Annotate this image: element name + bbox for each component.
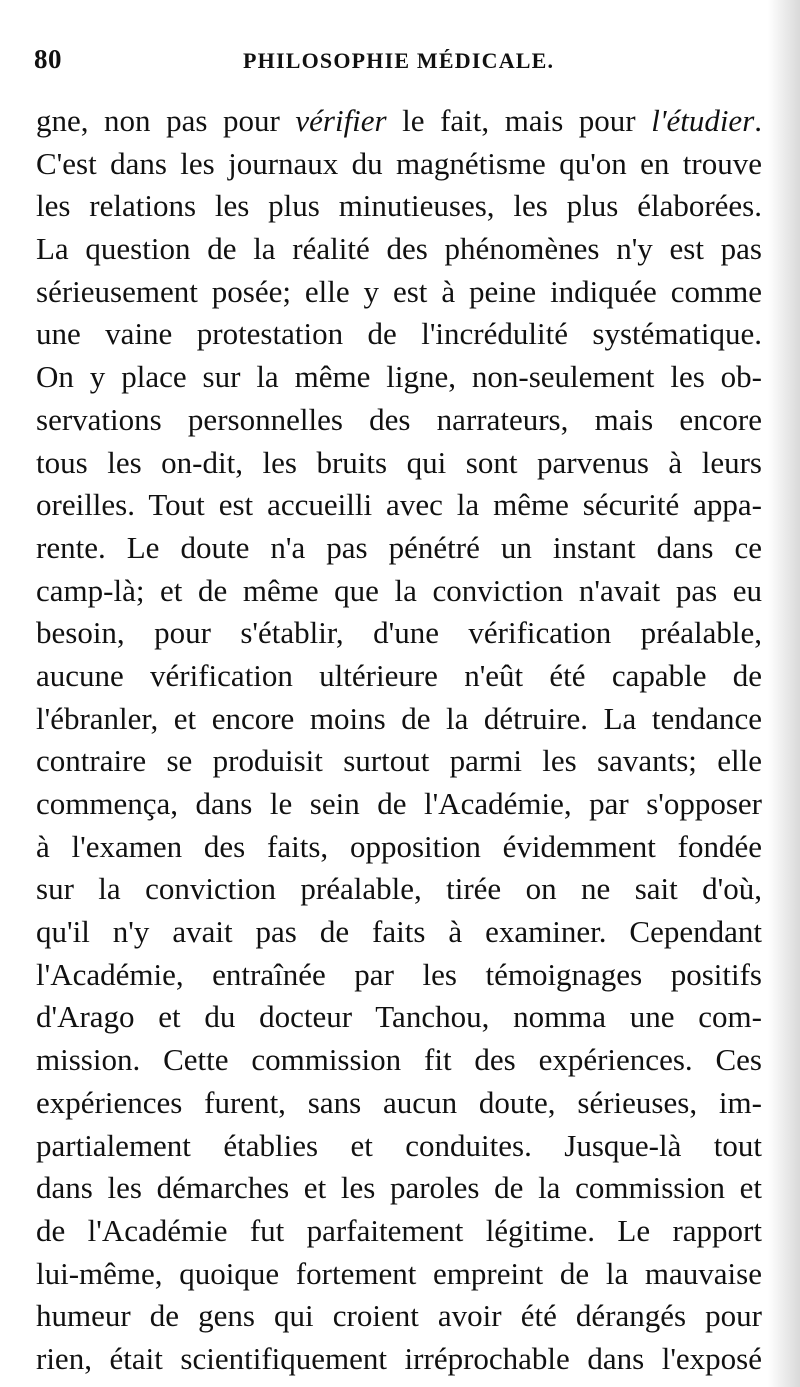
text-run: C'est dans les journaux du magnétisme qu'on en trouve [36, 145, 762, 181]
text-run: contraire se produisit surtout parmi les savants; elle [36, 743, 762, 779]
text-line [36, 442, 762, 485]
text-run: l'Académie, entraînée par les témoignages positifs [36, 956, 762, 992]
text-line [36, 527, 762, 570]
text-line [36, 1082, 762, 1125]
text-run: sur la conviction préalable, tirée on ne sait d'où, [36, 871, 762, 907]
text-line [36, 954, 762, 997]
body-text [36, 100, 762, 1381]
text-run: La question de la réalité des phénomènes n'y est pas [36, 231, 762, 267]
text-run: tous les on-dit, les bruits qui sont parvenus à leurs [36, 444, 762, 480]
text-line [36, 1210, 762, 1253]
page-number: 80 [34, 44, 62, 74]
text-line [36, 783, 762, 826]
text-line [36, 1295, 762, 1338]
text-run: une vaine protestation de l'incrédulité systématique. [36, 316, 762, 352]
text-run: dans les démarches et les paroles de la commission et [36, 1170, 762, 1206]
text-line [36, 655, 762, 698]
text-run: de l'Académie fut parfaitement légitime. Le rapport [36, 1212, 762, 1248]
text-line [36, 399, 762, 442]
text-line [36, 911, 762, 954]
italic-text: l'étudier [651, 103, 755, 138]
text-run: rien, était scientifiquement irréprochable dans l'exposé [36, 1340, 762, 1376]
text-line [36, 271, 762, 314]
text-run: besoin, pour s'établir, d'une vérification préalable, [36, 615, 762, 651]
text-line [36, 1338, 762, 1381]
running-head: PHILOSOPHIE MÉDICALE. [243, 48, 555, 73]
text-run: à l'examen des faits, opposition évidemment fondée [36, 828, 762, 864]
text-run: expériences furent, sans aucun doute, sérieuses, im- [36, 1084, 762, 1120]
text-run: aucune vérification ultérieure n'eût été capable de [36, 657, 762, 693]
text-line [36, 1253, 762, 1296]
page-header [0, 44, 800, 84]
text-line [36, 740, 762, 783]
text-run: lui-même, quoique fortement empreint de la mauvaise [36, 1255, 762, 1291]
text-line [36, 143, 762, 186]
text-line [36, 698, 762, 741]
text-run: On y place sur la même ligne, non-seulement les ob- [36, 359, 762, 395]
text-run: camp-là; et de même que la conviction n'avait pas eu [36, 572, 762, 608]
text-run: d'Arago et du docteur Tanchou, nomma une com- [36, 999, 762, 1035]
text-line [36, 996, 762, 1039]
text-line [36, 484, 762, 527]
text-line [36, 1125, 762, 1168]
text-line [36, 185, 762, 228]
text-line [36, 612, 762, 655]
text-run: l'ébranler, et encore moins de la détruire. La tendance [36, 700, 762, 736]
text-line [36, 868, 762, 911]
text-run: partialement établies et conduites. Jusque-là tout [36, 1127, 762, 1163]
text-run: qu'il n'y avait pas de faits à examiner. Cependant [36, 914, 762, 950]
text-run: le fait, mais pour [386, 103, 652, 138]
italic-text: vérifier [295, 103, 387, 138]
text-line [36, 1039, 762, 1082]
text-run: servations personnelles des narrateurs, mais encore [36, 401, 762, 437]
text-run: humeur de gens qui croient avoir été dérangés pour [36, 1298, 762, 1334]
text-line [36, 570, 762, 613]
text-run: gne, non pas pour [36, 103, 296, 138]
text-line [36, 228, 762, 271]
text-run: . [754, 103, 763, 138]
text-line [36, 100, 762, 143]
text-line [36, 1167, 762, 1210]
text-run: sérieusement posée; elle y est à peine indiquée comme [36, 273, 762, 309]
text-run: rente. Le doute n'a pas pénétré un instant dans ce [36, 529, 762, 565]
text-run: oreilles. Tout est accueilli avec la même sécurité appa- [36, 487, 762, 523]
text-line [36, 826, 762, 869]
text-run: commença, dans le sein de l'Académie, par s'opposer [36, 786, 762, 821]
text-line [36, 356, 762, 399]
text-run: mission. Cette commission fit des expériences. Ces [36, 1042, 762, 1078]
text-line [36, 313, 762, 356]
text-run: les relations les plus minutieuses, les plus élaborées. [36, 188, 762, 224]
